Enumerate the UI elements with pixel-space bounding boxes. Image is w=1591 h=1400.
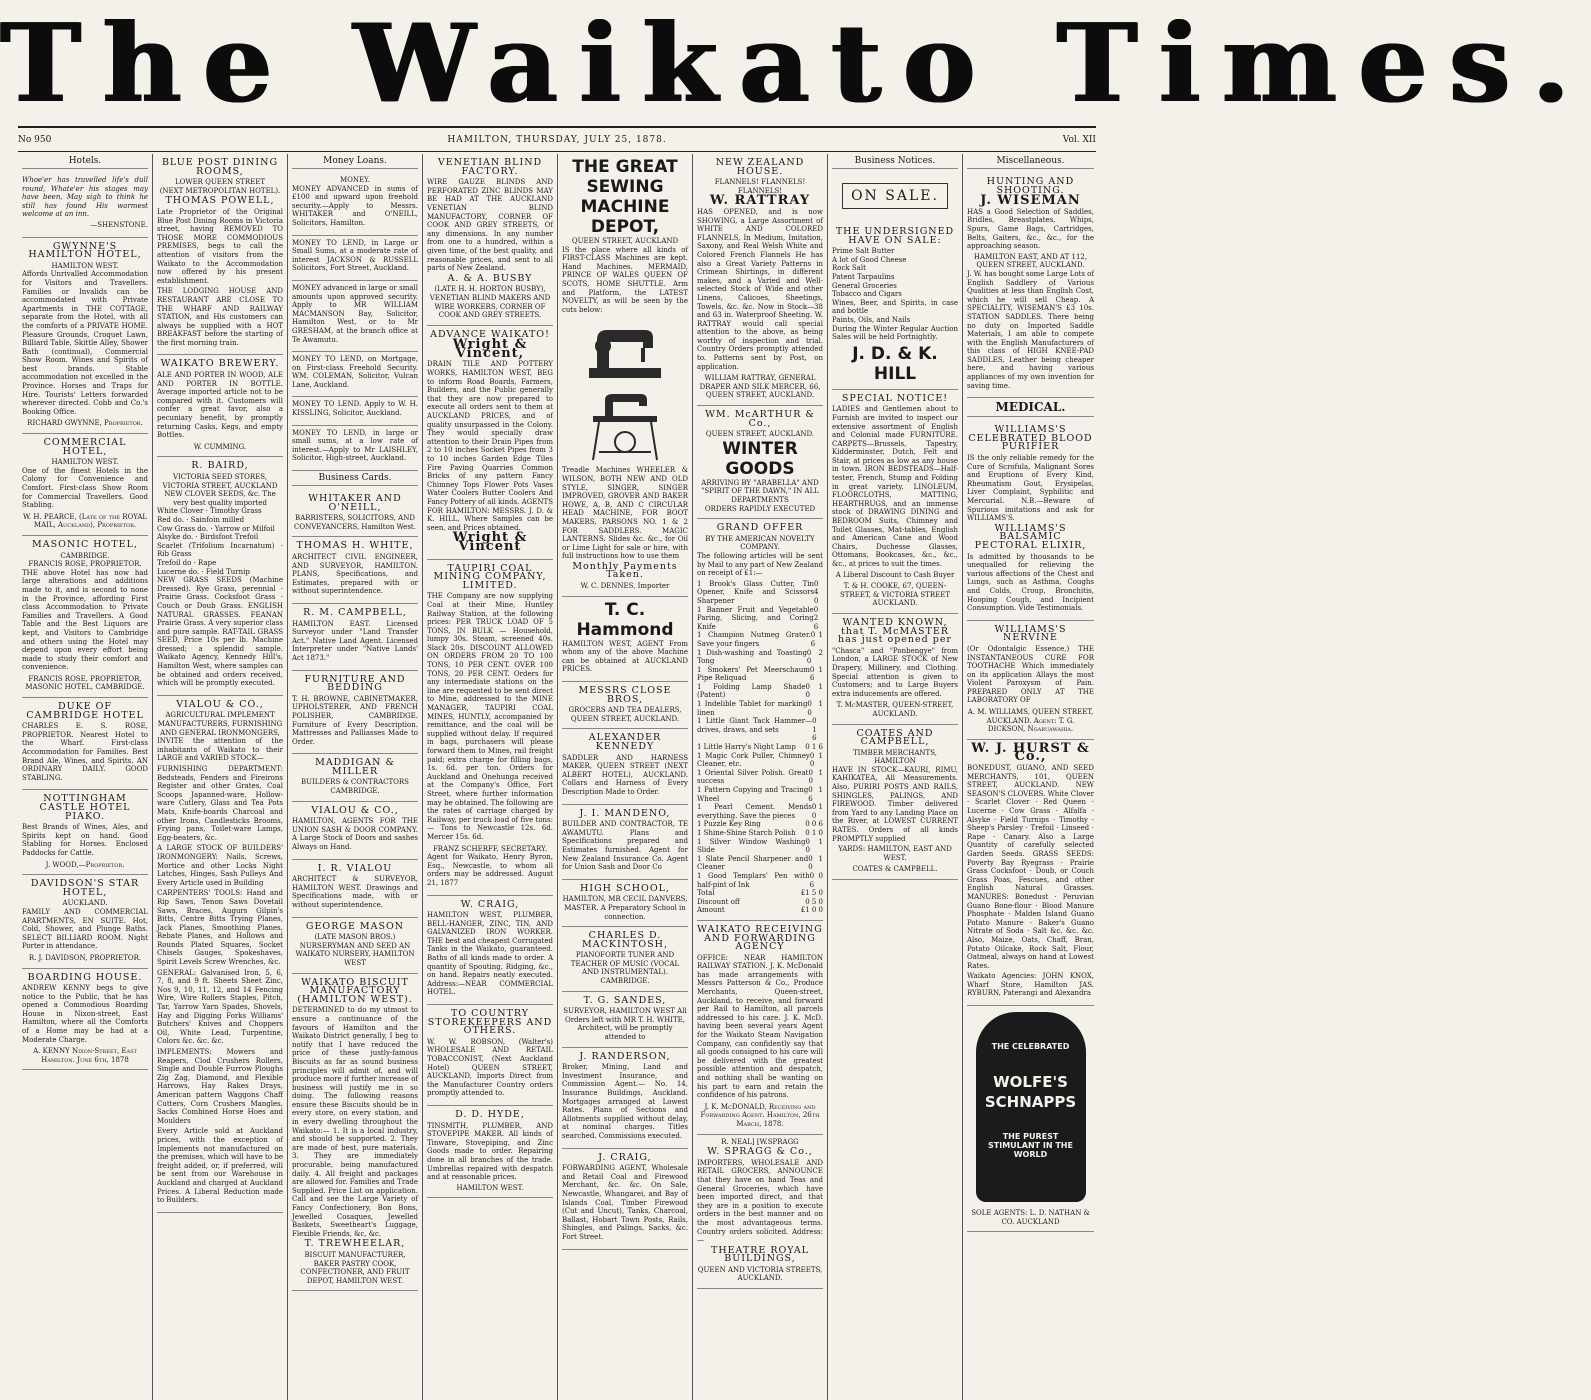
ad-randerson: J. RANDERSON, Broker, Mining, Land and Investment Insurance, and Commission Agent.— No. 14, Insurance Buildings, Auckland. Mortgages arranged at Lowest Rates. Plans of Sections and Allotments supplied without delay, at nominal charges. Titles searched. Commissions executed. xyxy=(562,1048,688,1149)
ad-furniture: FURNITURE AND BEDDING T. H. BROWNE, CABINETMAKER, UPHOLSTERER, AND FRENCH POLISHER, CAMBRIDGE. Furniture of Every Description. Mattresses and Palliasses Made to Order. xyxy=(292,671,418,755)
offer-item: 1 Champion Nutmeg Grater. Save your fingers 0 1 6 xyxy=(697,631,823,648)
ad-high-school: HIGH SCHOOL, HAMILTON, MR CECIL DANVERS, MASTER. A Preparatory School in connection. xyxy=(562,880,688,927)
sale-item: Paints, Oils, and Nails xyxy=(832,315,911,324)
offer-item: 1 Oriental Silver Polish. Great success 0 1 0 xyxy=(697,768,823,786)
ad-gwynne-hotel: GWYNNE'S HAMILTON HOTEL, HAMILTON WEST. Affords Unrivalled Accommodation for Visitors and Travellers. Families or Invalids can be accommodated with Private Apartments in THE COTTAGE, separate from the Hotel, with all the comforts of a PRIVATE HOME. Pleasure Grounds, Croquet Lawn, Billiard Table, Skittle Alley, Shower Bath (continual), Commercial Show Room. Wines and Spirits of best brands. Stable accommodation not excelled in the Province. Horses and Traps for Hire. Tourists' Letters forwarded wherever directed. Cobb and Co.'s Booking Office. RICHARD GWYNNE, Proprietor. xyxy=(22,238,148,434)
ad-biscuit-manufactory: WAIKATO BISCUIT MANUFACTORY (HAMILTON WEST). DETERMINED to do my utmost to ensure a continuance of the favours of Hamilton and the Waikato District generally, I beg to notify that I have reduced the price of these justly-famous Biscuits as far as sound business principles will admit of, and will produce more if further increase of business will justify me in so doing. The following reasons ensure these Biscuits should be in every store, on every station, and in every dwelling throughout the Waikato:— 1. It is a local industry, and should be supported. 2. They are made of best, pure materials. 3. They are immediately procurable, being manufactured daily. 4. All freight and packages are allowed for. Families and Trade Supplied. Price List on application. Call and see the Large Variety of Fancy Confectionery, Bon Bons, Jewelled Cosaques, Jewelled Baskets, Sweetheart's Luggage, Flexible Friends, &c, &c. T. TREWHEELAR, BISCUIT MANUFACTURER, BAKER PASTRY COOK, CONFECTIONER, AND FRUIT DEPOT, HAMILTON WEST. xyxy=(292,974,418,1292)
ad-george-mason: GEORGE MASON (LATE MASON BROS.) NURSERYMAN AND SEED AN WAIKATO NURSERY, HAMILTON WEST xyxy=(292,918,418,974)
column-1 xyxy=(18,154,153,1400)
ad-advance-waikato: ADVANCE WAIKATO! Wright & Vincent, DRAIN TILE AND POTTERY WORKS, HAMILTON WEST, BEG to inform Road Boards, Farmers, Builders, and the Public generally that they are now prepared to execute all orders sent to them at AUCKLAND PRICES, and of quality unsurpassed in the Colony. They would specially draw attention to their Drain Pipes from 2 to 10 inches Socket Pipes from 3 to 10 inches Garden Edge Tiles Fire Paving Quarries Common Bricks of any pattern Fancy Chimney Tops Flower Pots Vases Water Coolers Butter Coolers And Fancy Pottery of all kinds. AGENTS FOR HAMILTON: MESSRS. J. D. & K. HILL, Where Samples can be seen, and Prices obtained. Wright & Vincent xyxy=(427,326,553,560)
ad-mackintosh: CHARLES D. MACKINTOSH, PIANOFORTE TUNER AND TEACHER OF MUSIC (VOCAL AND INSTRUMENTAL). CAMBRIDGE. xyxy=(562,927,688,992)
ad-commercial-hotel: COMMERCIAL HOTEL, HAMILTON WEST. One of the finest Hotels in the Colony for Convenience and Comfort. First-class Show Room for Commercial Travellers. Good Stabling. W. H. PEARCE, (Late of the ROYAL MAIL, Auckland), Proprietor. xyxy=(22,434,148,536)
section-business-cards: Business Cards. xyxy=(292,473,418,486)
sale-item: Wines, Beer, and Spirits, in case and bottle xyxy=(832,298,958,316)
offer-item: 1 Magic Cork Puller, Chimney Cleaner, etc. 0 1 0 xyxy=(697,751,823,769)
offer-item: 1 Smokers' Pet Meerschaum Pipe Reliquad 0 1 6 xyxy=(697,665,823,683)
ad-vialou-architect: I. R. VIALOU ARCHITECT & SURVEYOR, HAMILTON WEST. Drawings and Specifications made, with or without superintendence. xyxy=(292,860,418,918)
column-5 xyxy=(558,154,693,1400)
ad-whitaker: WHITAKER AND O'NEILL, BARRISTERS, SOLICITORS, AND CONVEYANCERS, Hamilton West. xyxy=(292,490,418,537)
dateline xyxy=(18,126,1096,152)
ad-baird-seeds: R. BAIRD, VICTORIA SEED STORES, VICTORIA STREET, AUCKLAND NEW CLOVER SEEDS, &c. The very best quality imported White Clover · Timothy Grass Red do. · Sainfoin milled Cow Grass do. · Yarrow or Milfoil Alsyke do. · Birdsfoot Trefoil Scarlet (Trifolium Incarnatum) · Rib Grass Trefoil do · Rape Lucerne do. · Field Turnip NEW GRASS SEEDS (Machine Dressed). Rye Grass, perennial · Prairie Grass. Cocksfoot Grass · Couch or Doub Grass. ENGLISH NATURAL GRASSES. FEANAN Prairie Grass. A very superior class and pure sample. RAT-TAIL GRASS SEED, Price 10s per lb. Machine dressed; a splendid sample. Waikato Agency, Kennedy Hill's, Hamilton West, where samples can be obtained and orders received, which will be promptly executed. xyxy=(157,457,283,695)
ad-masonic-hotel: MASONIC HOTEL, CAMBRIDGE. FRANCIS ROSE, PROPRIETOR. THE above Hotel has now had large alterations and additions made to it, and is second to none in the Province, affording First class Accommodation to Private Families and Travellers. A Good Table and the Best Liquors are kept, and Visitors to Cambridge and others using the Hotel may depend upon every effort being made to study their comfort and convenience. FRANCIS ROSE, PROPRIETOR, MASONIC HOTEL, CAMBRIDGE. xyxy=(22,536,148,698)
ad-wiseman: HUNTING AND SHOOTING. J. WISEMAN HAS a Good Selection of Saddles, Bridles, Breastplates, Whips, Spurs, Game Bags, Cartridges, Belts, Gaiters, &c., &c., for the approaching season. HAMILTON EAST, AND AT 112, QUEEN STREET, AUCKLAND. J. W. has bought some Large Lots of English Saddlery of Various Qualities at less than English Cost, which he will sell Cheap. A SPECIALITY, WISEMAN'S £3 10s. STATION SADDLES. There being no duty on Imported Saddle Materials, I am able to compete with the English Manufacturers of this class of HIGH KNEE-PAD SADDLES, Leather being cheaper here, and having various appliances of my own invention for saving time. xyxy=(967,173,1094,398)
ad-white-architect: THOMAS H. WHITE, ARCHITECT CIVIL ENGINEER, AND SURVEYOR, HAMILTON. PLANS, Specifications, and Estimates, prepared with or without superintendence. xyxy=(292,537,418,604)
schnapps-bottle-illustration: THE CELEBRATED WOLFE'S SCHNAPPS THE PUREST STIMULANT IN THE WORLD xyxy=(976,1012,1086,1202)
seed-list: White Clover · Timothy Grass Red do. · Sainfoin milled Cow Grass do. · Yarrow or Milfoil Alsyke do. · Birdsfoot Trefoil Scarlet (Trifolium Incarnatum) · Rib Grass Trefoil do · Rape Lucerne do. · Field Turnip xyxy=(157,507,283,576)
ad-money: MONEY. MONEY ADVANCED in sums of £100 and upward upon freehold security.—Apply to Messrs. WHITAKER and O'NEILL, Solicitors, Hamilton. xyxy=(292,173,418,236)
ad-money-5: MONEY TO LEND. Apply to W. H. KISSLING, Solicitor, Auckland. xyxy=(292,397,418,425)
ad-sewing-machine-depot: THE GREAT SEWING MACHINE DEPOT, QUEEN STREET, AUCKLAND IS the place where all kinds of FIRST-CLASS Machines are kept. Hand Machines. MERMAID, PRINCE OF WALES QUEEN OF SCOTS, HOME SHUTTLE. Arm and Platform, the LATEST NOVELTY, as will be seen by the cuts below: Treadle Machines WHEELER & WILSON, BOTH NEW AND OLD STYLE, SINGER, SINGER IMPROVED, GROVER AND BAKER HOWE, A, B, AND C CIRCULAR HEAD MACHINE, FOR BOOT MAKERS, PARSONS NO. 1 & 2 FOR SADDLERS. MAGIC LANTERNS. Slides &c. &c., for Oil or Lime Light for sale or hire, with full instructions how to use them Monthly Payments Taken. W. C. DENNES, Importer xyxy=(562,154,688,597)
offer-item: 1 Folding Lamp Shade (Patent) 0 1 0 xyxy=(697,682,823,700)
ad-coates-campbell: COATES AND CAMPBELL, TIMBER MERCHANTS, HAMILTON HAVE IN STOCK—KAURI, RIMU, KAHIKATEA, All Measurements. Also, PURIRI POSTS AND RAILS, SHINGLES, PALINGS, AND FIREWOOD. Timber delivered from Yard to any Landing Place on the River, at LOWEST CURRENT RATES. Orders of all kinds PROMPTLY supplied YARDS: HAMILTON, EAST AND WEST. COATES & CAMPBELL. xyxy=(832,725,958,881)
ad-robson-tobacconist: TO COUNTRY STOREKEEPERS AND OTHERS. W. W. ROBSON, (Walter's) WHOLESALE AND RETAIL TOBACCONIST, (Next Auckland Hotel) QUEEN STREET, AUCKLAND, Imports Direct from the Manufacturer Country orders promptly attended to. xyxy=(427,1005,553,1106)
offer-item: 1 Shine-Shine Starch Polish 0 1 0 xyxy=(697,828,823,837)
offer-item: 1 Pearl Cement. Mends everything. Save the pieces 0 1 0 xyxy=(697,803,823,820)
sewing-machine-illustration xyxy=(583,318,667,388)
ad-maddigan: MADDIGAN & MILLER BUILDERS & CONTRACTORS CAMBRIDGE. xyxy=(292,754,418,801)
ad-nottingham-hotel: NOTTINGHAM CASTLE HOTEL PIAKO. Best Brands of Wines, Ales, and Spirits kept on hand. Good Stabling for Horses. Enclosed Paddocks for Cattle. J. WOOD,—Proprietor. xyxy=(22,790,148,875)
newspaper-title: The Waikato Times. xyxy=(0,1,1591,127)
offer-item: 1 Indelible Tablet for marking linen 0 1 0 xyxy=(697,700,823,717)
column-6 xyxy=(693,154,828,1400)
offer-amount: Amount £1 0 0 xyxy=(697,906,823,915)
ad-hurst-seeds: W. J. HURST & Co., BONEDUST, GUANO, AND SEED MERCHANTS, 101, QUEEN STREET, AUCKLAND. NEW SEASON'S CLOVERS. White Clover · Scarlet Clover · Red Queen · Lucerne · Cow Grass · Alfalfa · Alsyke · Field Turnips · Timothy · Sheep's Parsley · Trefoil · Linseed · Rape · Canary. Also a Large Quantity of carefully selected Garden Seeds. GRASS SEEDS: Poverty Bay Ryegrass · Prairie Grass Cocksfoot · Doub, or Couch Grass Poas, Fescues, and other English Natural Grasses. MANURES: Bonedust · Peruvian Guano Bone-flour · Blood Manure Phosphate · Malden Island Guano Potato Manure · Baker's Guano Nitrate of Soda · Salt &c. &c. &c. Also, Maize, Oats, Chaff, Bran, Potato Oilcake, Rock Salt, Flour, Oatmeal, always on hand at Lowest Rates. Waikato Agencies: JOHN KNOX, Wharf Store, Hamilton JAS. RYBURN, Paterangi and Alexandra xyxy=(967,740,1094,1006)
offer-discount: Discount off 0 5 0 xyxy=(697,897,823,906)
masthead xyxy=(0,0,1591,130)
publication-date: HAMILTON, THURSDAY, JULY 25, 1878. xyxy=(447,134,667,145)
offer-item: 1 Good Templars' Pen with half-pint of Ink 0 0 6 xyxy=(697,871,823,889)
offer-item: 1 Silver Window Washing Slide 0 1 0 xyxy=(697,837,823,855)
issue-number: No 950 xyxy=(18,134,52,145)
sale-item: Patent Tarpaulins xyxy=(832,272,895,281)
ad-vialou-agents: VIALOU & CO., HAMILTON, AGENTS FOR THE UNION SASH & DOOR COMPANY. A Large Stock of Doors and sashes Always on Hand. xyxy=(292,802,418,860)
ad-blood-purifier: WILLIAMS'S CELEBRATED BLOOD PURIFIER IS the only reliable remedy for the Cure of Scrofula, Malignant Sores and Eruptions of Every Kind, Rheumatism Gout, Erysipelas, Liver Complaint, Syphilitic and Mercurial. N.B.—Beware of Spurious imitations and ask for WILLIAMS'S. WILLIAMS'S BALSAMIC PECTORAL ELIXIR, Is admitted by thousands to be unequalled for relieving the various affections of the Chest and Lungs, such as Asthma, Coughs and Colds, Croup, Bronchitis, Hooping Cough, and Incipient Consumption. Vide Testimonials. xyxy=(967,421,1094,620)
on-sale-banner: ON SALE. xyxy=(842,183,948,209)
sale-item: A lot of Good Cheese xyxy=(832,255,907,264)
ad-nervine: WILLIAMS'S NERVINE (Or Odontalgic Essence,) THE INSTANTANEOUS CURE FOR TOOTHACHE Which immediately on its application Allays the most Violent Paroxysm of Pain. PREPARED ONLY AT THE LABORATORY OF A. M. WILLIAMS, QUEEN STREET, AUCKLAND. Agent: T. G. DICKSON, Ngaruawahia. xyxy=(967,621,1094,740)
ad-special-notice: SPECIAL NOTICE! LADIES and Gentlemen about to Furnish are invited to inspect our extensive assortment of English and Colonial made FURNITURE. CARPETS—Brussels, Tapestry, Kidderminster, Dutch, Felt and Stair, at prices as low as any house in town. IRON BEDSTEADS—Half-tester, French, Stump and Folding in great variety. LINOLEUM, FLOORCLOTHS, MATTING, HEARTHRUGS, and an immense stock of DRAWING DINING and BEDROOM Suits, Chimney and Toilet Glasses, Mat-tables, English and American Cane and Wood Chairs, Duchesse Glasses, Ottomans, Bookcases, &c., &c., &c., at prices to suit the times. A Liberal Discount to Cash Buyer T. & H. COOKE, 67, QUEEN-STREET, & VICTORIA STREET AUCKLAND. xyxy=(832,390,958,614)
ad-new-zealand-house: NEW ZEALAND HOUSE. FLANNELS! FLANNELS! FLANNELS! W. RATTRAY HAS OPENED, and is now SHOWING, a Large Assortment of WHITE AND COLORED FLANNELS, In Medium, Imitation, Saxony, and Real Welsh White and Colored French Flannels He has also a Great Variety Patterns in Crimean Shirtings, in different makes, and a Varied and Well-selected Stock of Wide and other Linens, Calicoes, Sheetings, Towels, &c. &c. Now in Stock—38 and 63 in. Waterproof Sheeting. W. RATTRAY would call special attention to the above, as being worthy of inspection and trial. Country Orders promptly attended to. Patterns sent by Post, on application. WILLIAM RATTRAY, GENERAL DRAPER AND SILK MERCER, 66, QUEEN STREET, AUCKLAND. xyxy=(697,154,823,406)
section-medical: MEDICAL. xyxy=(967,400,1094,417)
ad-mcmaster: WANTED KNOWN, that T. McMASTER has just opened per "Chasca" and "Ponbengye" from London, a LARGE STOCK of New Drapery, Millinery, and Clothing. Special attention is given to Customers; and to Large Buyers extra inducements are offered. T. McMASTER, QUEEN-STREET, AUCKLAND. xyxy=(832,614,958,725)
offer-item: 1 Puzzle Key Ring 0 0 6 xyxy=(697,820,823,829)
volume-number: Vol. XII xyxy=(1062,134,1096,145)
column-8 xyxy=(963,154,1098,1400)
ad-vialou-ironmongers: VIALOU & CO., AGRICULTURAL IMPLEMENT MANUFACTURERS, FURNISHING AND GENERAL IRONMONGERS, INVITE the attention of the inhabitants of Waikato to their LARGE and VARIED STOCK— FURNISHING DEPARTMENT: Bedsteads, Fenders and Fireirons Register and other Grates, Coal Scoops Japanned-ware, Hollow-ware Cutlery, Glass and Tea Pots Mats, Knife-boards Charcoal and other Irons, Candlesticks Brooms, Frying pans, Toilet-ware Lamps, Egg-beaters, &c. A LARGE STOCK OF BUILDERS' IRONMONGERY: Nails, Screws, Mortice and other Locks Night Latches, Hinges, Sash Pulleys And Every Article used in Building CARPENTERS' TOOLS: Hand and Rip Saws, Tenon Saws Dovetail Saws, Braces, Augurs Gilpin's Bitts, Centre Bitts Trying Planes, Jack Planes, Smoothing Planes, Rebate Planes, and Hollows and Rounds Plated Squares, Socket Chisels Gauges, Spokeshaves, Spirit Levels Screw Wrenches, &c. GENERAL: Galvanised Iron, 5, 6, 7, 8, and 9 ft. Sheets Sheet Zinc, Nos 9, 10, 11, 12, and 14 Fencing Wire, Wire Rollers Staples, Pitch, Tar, Yarrow Yarn Spades, Shovels, Hay and Digging Forks Williams' Butchers' Knives and Choppers Oil, White Lead, Turpentine, Colors &c. &c. &c. IMPLEMENTS: Mowers and Reapers, Clod Crushers Rollers, Single and Double Furrow Ploughs Zig Zag, Diamond, and Flexible Harrows, Hay Rakes Drays, American pattern Waggons Chaff Cutters, Corn Crushers Mangles, Sacks Combined Horse Hoes and Moulders Every Article sold at Auckland prices, with the exception of Implements not manufactured on the premises, which will have to be freight added, or, if preferred, will be sent from our Warehouse in Auckland and charged at Auckland Prices. A Liberal Reduction made to Builders. xyxy=(157,696,283,1213)
ad-money-3: MONEY advanced in large or small amounts upon approved security. Apply to MR WILLIAM MACMANSON Bay, Solicitor, Hamilton West, or to Mr GRESHAM, at the branch office at Te Awamutu. xyxy=(292,281,418,352)
ad-schnapps-agents: SOLE AGENTS: L. D. NATHAN & CO. AUCKLAND xyxy=(967,1206,1094,1232)
ad-duke-hotel: DUKE OF CAMBRIDGE HOTEL CHARLES E. S. ROSE, PROPRIETOR. Nearest Hotel to the Wharf. First-class Accommodation for Families. Best Brand Ale, Wines, and Spirits. AN ORDINARY DAILY. GOOD STABLING. xyxy=(22,698,148,790)
page-columns xyxy=(18,154,1098,1400)
offer-total: Total £1 5 0 xyxy=(697,889,823,898)
ad-jdk-hill: THE UNDERSIGNED HAVE ON SALE: Prime Salt Butter A lot of Good Cheese Rock Salt Patent Tarpaulins General Groceries Tobacco and Cigars Wines, Beer, and Spirits, in case and bottle Paints, Oils, and Nails During the Winter Regular Auction Sales will be held Fortnightly. J. D. & K. HILL xyxy=(832,223,958,390)
ad-hyde-tinsmith: D. D. HYDE, TINSMITH, PLUMBER, AND STOVEPIPE MAKER. All kinds of Tinware, Stovepiping, and Zinc Goods made to order. Repairing done in all branches of the trade. Umbrellas repaired with despatch and at reasonable prices. HAMILTON WEST. xyxy=(427,1106,553,1198)
ad-close-bros: MESSRS CLOSE BROS, GROCERS AND TEA DEALERS, QUEEN STREET, AUCKLAND. xyxy=(562,682,688,729)
ad-money-2: MONEY TO LEND, in Large or Small Sums, at a moderate rate of interest JACKSON & RUSSELL Solicitors, Fort Street, Auckland. xyxy=(292,236,418,281)
ad-mcarthur: WM. McARTHUR & Co., QUEEN STREET, AUCKLAND. WINTER GOODS ARRIVING BY "ARABELLA" AND "SPIRIT OF THE DAWN," IN ALL DEPARTMENTS ORDERS RAPIDLY EXECUTED xyxy=(697,406,823,519)
ad-hammond: T. C. Hammond HAMILTON WEST, AGENT From whom any of the above Machine can be obtained at AUCKLAND PRICES. xyxy=(562,597,688,682)
ad-sandes: T. G. SANDES, SURVEYOR, HAMILTON WEST All Orders left with MR T. H. WHITE, Architect, will be promptly attended to xyxy=(562,992,688,1048)
ad-taupiri-coal: TAUPIRI COAL MINING COMPANY, LIMITED. THE Company are now supplying Coal at their Mine, Huntley Railway Station, at the following prices: PER TRUCK LOAD OF 5 TONS, IN BULK — Household, lumpy 30s. Steam, screened 40s. Slack 20s. DISCOUNT ALLOWED ON ORDERS FROM 20 TO 100 TONS, 10 PER CENT. OVER 100 TONS, 20 PER CENT. Orders for any intermediate stations on the line are requested to be sent direct to Mine, addressed to the MINE MANAGER, TAUPIRI COAL MINES, HUNTLY, accompanied by remittance, and the coal will be supplied without delay. If required in bags, purchasers will please forward them to Mines, rail freight paid; extra charge for filling bags, 1s. 6d. per ton. Orders for Auckland and Onehunga received at the Company's Office, Fort Street, where further information may be obtained. The following are the rates of carriage charged by Railway, per truck load of five tons:— Tons to Newcastle 12s. 6d. Mercer 15s. 6d. FRANZ SCHERFF, SECRETARY. Agent for Waikato, Henry Byron, Esq., Newcastle, to whom all orders may be addressed. August 21, 1877 xyxy=(427,560,553,896)
sale-item: Rock Salt xyxy=(832,264,866,273)
ad-w-craig: W. CRAIG, HAMILTON WEST, PLUMBER, BELL-HANGER, ZINC, TIN, AND GALVANIZED IRON WORKER. THE best and cheapest Corrugated Tanks in the Waikato, guaranteed. Baths of all kinds made to order. A quantity of Spouting, Ridging, &c., on hand. Repairs neatly executed. Address:—NEAR COMMERCIAL HOTEL. xyxy=(427,896,553,1006)
ad-campbell-surveyor: R. M. CAMPBELL, HAMILTON EAST. Licensed Surveyor under "Land Transfer Act." Native Land Agent. Licensed Interpreter under "Native Lands' Act 1873." xyxy=(292,604,418,671)
sale-item: Tobacco and Cigars xyxy=(832,290,902,299)
poem: Whoe'er has travelled life's dull round, Whate'er his stages may have been, May sigh to think he still has found His warmest welcome at an inn. —SHENSTONE. xyxy=(22,173,148,238)
offer-item-list xyxy=(697,580,823,915)
ad-money-6: MONEY TO LEND, in large or small sums, at a low rate of interest.—Apply to Mr LAISHLEY, Solicitor, High-street, Auckland. xyxy=(292,426,418,471)
ad-boarding-house: BOARDING HOUSE. ANDREW KENNY begs to give notice to the Public, that he has opened a Commodious Boarding House in Nixon-street, East Hamilton, where all the Comforts of a Home may be had at a Moderate Charge. A. KENNY Nixon-Street, East Hamilton. June 6th, 1878 xyxy=(22,969,148,1071)
treadle-machine-illustration xyxy=(583,392,667,462)
ad-grand-offer: GRAND OFFER BY THE AMERICAN NOVELTY COMPANY. The following articles will be sent by Mail to any part of New Zealand on receipt of £1:— 1 Brook's Glass Cutter, Tin Opener, Knife and Scissors Sharpener 0 4 0 1 Banner Fruit and Vegetable Paring, Slicing, and Coring Knife 0 2 6 1 Champion Nutmeg Grater. Save your fingers 0 1 6 1 Dish-washing and Toasting Tong 0 2 0 1 Smokers' Pet Meerschaum Pipe Reliquad 0 1 6 1 Folding Lamp Shade (Patent) 0 1 0 1 Indelible Tablet for marking linen 0 1 0 1 Little Giant Tack Hammer—drives, draws, and sets 0 1 6 1 Little Harry's Night Lamp 0 1 6 1 Magic Cork Puller, Chimney Cleaner, etc. 0 1 0 1 Oriental Silver Polish. Great success 0 1 0 1 Pattern Copying and Tracing Wheel 0 1 6 1 Pearl Cement. Mends everything. Save the pieces 0 1 0 1 Puzzle Key Ring 0 0 6 1 Shine-Shine Starch Polish 0 1 0 1 Silver Window Washing Slide 0 1 0 1 Slate Pencil Sharpener and Cleaner 0 1 0 1 Good Templars' Pen with half-pint of Ink 0 0 6 Total £1 5 0 Discount off 0 5 0 Amount £1 0 0 xyxy=(697,519,823,921)
column-2 xyxy=(153,154,288,1400)
offer-item: 1 Banner Fruit and Vegetable Paring, Slicing, and Coring Knife 0 2 6 xyxy=(697,605,819,631)
sale-item: General Groceries xyxy=(832,281,897,290)
column-7 xyxy=(828,154,963,1400)
column-3 xyxy=(288,154,423,1400)
section-miscellaneous: Miscellaneous. xyxy=(967,156,1094,169)
ad-kennedy-saddler: ALEXANDER KENNEDY SADDLER AND HARNESS MAKER, QUEEN STREET (NEXT ALBERT HOTEL), AUCKLAND. Collars and Harness of Every Description Made to Order. xyxy=(562,729,688,804)
offer-item: 1 Brook's Glass Cutter, Tin Opener, Knife and Scissors Sharpener 0 4 0 xyxy=(697,579,819,605)
sale-item: Prime Salt Butter xyxy=(832,247,895,256)
ad-spragg: R. NEAL] [W.SPRAGG W. SPRAGG & Co., IMPORTERS, WHOLESALE AND RETAIL GROCERS, ANNOUNCE that they have on hand Teas and General Groceries, which have been imported direct, and that they are in a position to execute orders in the best manner and on the most advantageous terms. Country orders solicited. Address:— THEATRE ROYAL BUILDINGS, QUEEN AND VICTORIA STREETS, AUCKLAND. xyxy=(697,1135,823,1290)
section-hotels: Hotels. xyxy=(22,156,148,169)
offer-item: 1 Pattern Copying and Tracing Wheel 0 1 6 xyxy=(697,786,823,803)
ad-blue-post: BLUE POST DINING ROOMS, LOWER QUEEN STREET (NEXT METROPOLITAN HOTEL). THOMAS POWELL, Late Proprietor of the Original Blue Post Dining Rooms in Victoria street, having REMOVED TO THOSE MORE COMMODIOUS PREMISES, begs to call the attention of visitors from the Waikato to the Accommodation now offered by his present establishment. THE LODGING HOUSE AND RESTAURANT ARE CLOSE TO THE WHARF AND RAILWAY STATION, and His customers can always be supplied with a HOT BREAKFAST before the starting of the first morning train. xyxy=(157,154,283,355)
section-money-loans: Money Loans. xyxy=(292,156,418,169)
ad-waikato-brewery: WAIKATO BREWERY. ALE AND PORTER IN WOOD, ALE AND PORTER IN BOTTLE. Average imported article not to be compared with it. Customers will confer a great favor, also a pecuniary benefit, by promptly returning Casks, Kegs, and empty Bottles. W. CUMMING. xyxy=(157,355,283,457)
ad-venetian-blinds: VENETIAN BLIND FACTORY. WIRE GAUZE BLINDS AND PERFORATED ZINC BLINDS MAY BE HAD AT THE AUCKLAND VENETIAN BLIND MANUFACTORY, CORNER OF COOK AND GREY STREETS, Of any dimensions. In any number from one to a hundred, within a given time, of the best quality, and reasonable prices, and sent to all parts of New Zealand. A. & A. BUSBY (LATE H. H. HORTON BUSBY), VENETIAN BLIND MAKERS AND WIRE WORKERS, CORNER OF COOK AND GREY STREETS. xyxy=(427,154,553,326)
offer-item: 1 Dish-washing and Toasting Tong 0 2 0 xyxy=(697,648,823,666)
ad-j-craig: J. CRAIG, FORWARDING AGENT, Wholesale and Retail Coal and Firewood Merchant, &c. &c. On Sale, Newcastle, Whangarei, and Bay of Islands Coal, Timber Firewood (Cut and Uncut), Tanks, Charcoal, Ballast, Hobart Town Posts, Rails, Shingles, and Palings, Sacks, &c. Fort Street. xyxy=(562,1149,688,1250)
ad-money-4: MONEY TO LEND, on Mortgage, on First-class Freehold Security. WM. COLEMAN, Solicitor, Vulcan Lane, Auckland. xyxy=(292,352,418,397)
ad-waikato-receiving-agency: WAIKATO RECEIVING AND FORWARDING AGENCY OFFICE: NEAR HAMILTON RAILWAY STATION. J. K. McDonald has made arrangements with Messrs Patterson & Co., Produce Merchants, Queen-street, Auckland, to receive, and forward per Rail to Hamilton, all parcels addressed to his care. J. K. McD. having been several years Agent for the Waikato Steam Navigation Company, can confidently say that all goods consigned to his care will be delivered with the greatest possible attention and despatch, and nothing shall be wanting on his part to earn and retain the confidence of his patrons. J. K. McDONALD, Receiving and Forwarding Agent. Hamilton, 26th March, 1878. xyxy=(697,921,823,1135)
section-business-notices: Business Notices. xyxy=(832,156,958,169)
offer-item: 1 Slate Pencil Sharpener and Cleaner 0 1 0 xyxy=(697,854,823,872)
sale-item-list xyxy=(832,247,958,324)
offer-item: 1 Little Harry's Night Lamp 0 1 6 xyxy=(697,743,823,752)
offer-item: 1 Little Giant Tack Hammer—drives, draws, and sets 0 1 6 xyxy=(697,717,817,743)
ad-davidson-hotel: DAVIDSON'S STAR HOTEL, AUCKLAND. FAMILY AND COMMERCIAL APARTMENTS, EN SUITE. Hot, Cold, Shower, and Plunge Baths. SELECT BILLIARD ROOM. Night Porter in attendance. R. J. DAVIDSON, PROPRIETOR. xyxy=(22,875,148,968)
ad-mandeno: J. I. MANDENO, BUILDER AND CONTRACTOR, TE AWAMUTU. Plans and Specifications prepared and Estimates furnished. Agent for New Zealand Insurance Co. Agent for Union Sash and Door Co xyxy=(562,805,688,880)
column-4 xyxy=(423,154,558,1400)
